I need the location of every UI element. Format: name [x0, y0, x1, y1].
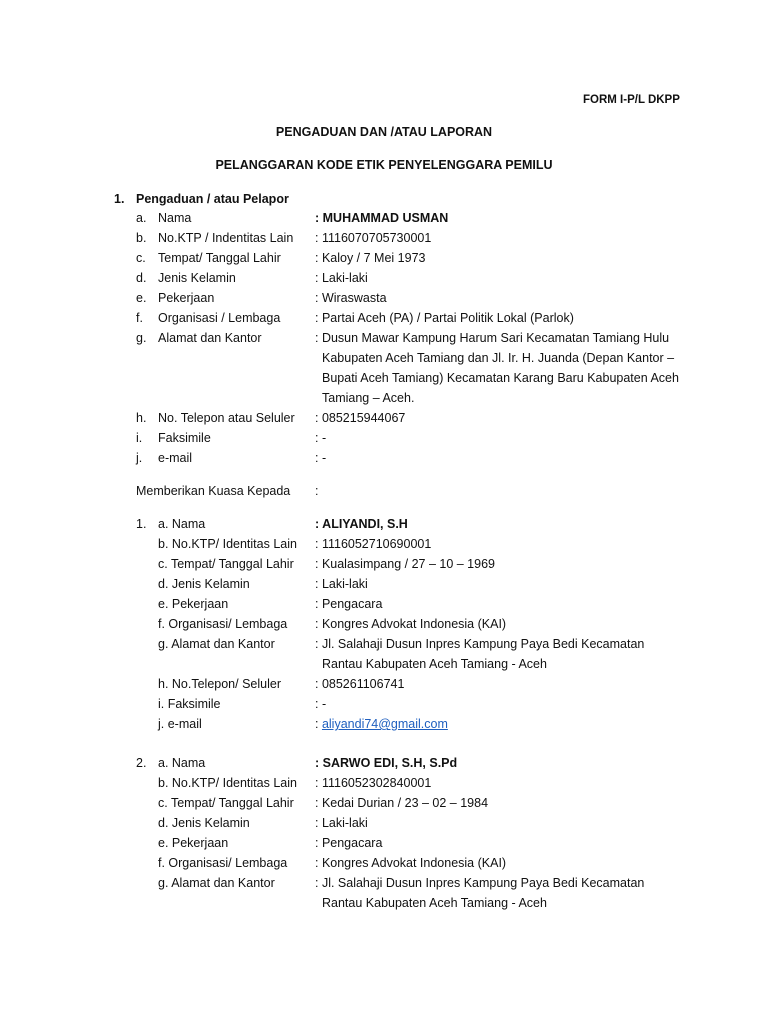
field-value: : Jl. Salahaji Dusun Inpres Kampung Paya Bedi Kecamatan	[315, 637, 645, 651]
field-label: e-mail	[158, 451, 193, 465]
field-label: b. No.KTP/ Identitas Lain	[158, 776, 297, 790]
field-value: : MUHAMMAD USMAN	[315, 211, 449, 225]
field-value: : Laki-laki	[315, 577, 368, 591]
field-value: : Pengacara	[315, 597, 383, 611]
field-value-continuation: Rantau Kabupaten Aceh Tamiang - Aceh	[322, 657, 547, 671]
item-letter: h.	[136, 411, 147, 425]
field-label: Jenis Kelamin	[158, 271, 236, 285]
field-value-continuation: Rantau Kabupaten Aceh Tamiang - Aceh	[322, 896, 547, 910]
field-value-continuation: Bupati Aceh Tamiang) Kecamatan Karang Baru Kabupaten Aceh	[322, 371, 679, 385]
field-label: c. Tempat/ Tanggal Lahir	[158, 557, 294, 571]
field-value: : -	[315, 697, 327, 711]
field-label: Faksimile	[158, 431, 211, 445]
field-value: : 085215944067	[315, 411, 406, 425]
field-value: : Pengacara	[315, 836, 383, 850]
form-code: FORM I-P/L DKPP	[583, 94, 680, 106]
field-label: Organisasi / Lembaga	[158, 311, 281, 325]
field-label: g. Alamat dan Kantor	[158, 637, 275, 651]
field-label: Pekerjaan	[158, 291, 215, 305]
kuasa-label: Memberikan Kuasa Kepada	[136, 484, 291, 498]
field-value: : -	[315, 451, 327, 465]
field-value: : Kongres Advokat Indonesia (KAI)	[315, 856, 507, 870]
item-letter: i.	[136, 431, 143, 445]
field-value: : 1116070705730001	[315, 231, 432, 245]
section-number: 1.	[114, 192, 125, 206]
field-value: : 085261106741	[315, 677, 405, 691]
field-label: f. Organisasi/ Lembaga	[158, 617, 288, 631]
field-colon: :	[315, 717, 322, 731]
document-subtitle: PELANGGARAN KODE ETIK PENYELENGGARA PEMILU	[215, 158, 553, 172]
field-label: a. Nama	[158, 756, 206, 770]
section-heading: Pengaduan / atau Pelapor	[136, 192, 289, 206]
field-value-continuation: Tamiang – Aceh.	[322, 391, 415, 405]
item-letter: g.	[136, 331, 147, 345]
field-label: j. e-mail	[158, 717, 202, 731]
field-value: : ALIYANDI, S.H	[315, 517, 408, 531]
field-label: Tempat/ Tanggal Lahir	[158, 251, 281, 265]
field-value: : Kualasimpang / 27 – 10 – 1969	[315, 557, 495, 571]
email-field-value	[315, 714, 448, 734]
item-letter: d.	[136, 271, 147, 285]
field-value: : Kedai Durian / 23 – 02 – 1984	[315, 796, 489, 810]
field-value: : Kongres Advokat Indonesia (KAI)	[315, 617, 507, 631]
field-label: i. Faksimile	[158, 697, 221, 711]
field-label: Nama	[158, 211, 192, 225]
field-value: : Jl. Salahaji Dusun Inpres Kampung Paya Bedi Kecamatan	[315, 876, 645, 890]
field-label: f. Organisasi/ Lembaga	[158, 856, 288, 870]
field-label: h. No.Telepon/ Seluler	[158, 677, 281, 691]
email-link[interactable]: aliyandi74@gmail.com	[321, 717, 448, 731]
attorney-number: 2.	[136, 756, 147, 770]
field-label: c. Tempat/ Tanggal Lahir	[158, 796, 294, 810]
item-letter: c.	[136, 251, 146, 265]
field-value: : Laki-laki	[315, 816, 368, 830]
field-label: a. Nama	[158, 517, 206, 531]
field-value: : -	[315, 431, 327, 445]
item-letter: f.	[136, 311, 143, 325]
field-label: d. Jenis Kelamin	[158, 577, 250, 591]
field-label: g. Alamat dan Kantor	[158, 876, 275, 890]
item-letter: a.	[136, 211, 147, 225]
field-value: : Dusun Mawar Kampung Harum Sari Kecamatan Tamiang Hulu	[315, 331, 670, 345]
field-value: : Wiraswasta	[315, 291, 387, 305]
item-letter: e.	[136, 291, 147, 305]
field-value: : 1116052710690001	[315, 537, 432, 551]
field-value: : 1116052302840001	[315, 776, 432, 790]
item-letter: j.	[136, 451, 143, 465]
item-letter: b.	[136, 231, 147, 245]
field-value: : Partai Aceh (PA) / Partai Politik Lokal (Parlok)	[315, 311, 574, 325]
field-label: e. Pekerjaan	[158, 597, 229, 611]
field-value: : Laki-laki	[315, 271, 368, 285]
field-label: No.KTP / Indentitas Lain	[158, 231, 294, 245]
field-label: No. Telepon atau Seluler	[158, 411, 295, 425]
attorney-number: 1.	[136, 517, 147, 531]
field-label: e. Pekerjaan	[158, 836, 229, 850]
document-title: PENGADUAN DAN /ATAU LAPORAN	[275, 125, 493, 139]
field-value: : SARWO EDI, S.H, S.Pd	[315, 756, 458, 770]
field-value: : Kaloy / 7 Mei 1973	[315, 251, 426, 265]
field-label: Alamat dan Kantor	[158, 331, 262, 345]
field-label: d. Jenis Kelamin	[158, 816, 250, 830]
field-value-continuation: Kabupaten Aceh Tamiang dan Jl. Ir. H. Juanda (Depan Kantor –	[322, 351, 675, 365]
kuasa-colon: :	[315, 484, 319, 498]
field-label: b. No.KTP/ Identitas Lain	[158, 537, 297, 551]
